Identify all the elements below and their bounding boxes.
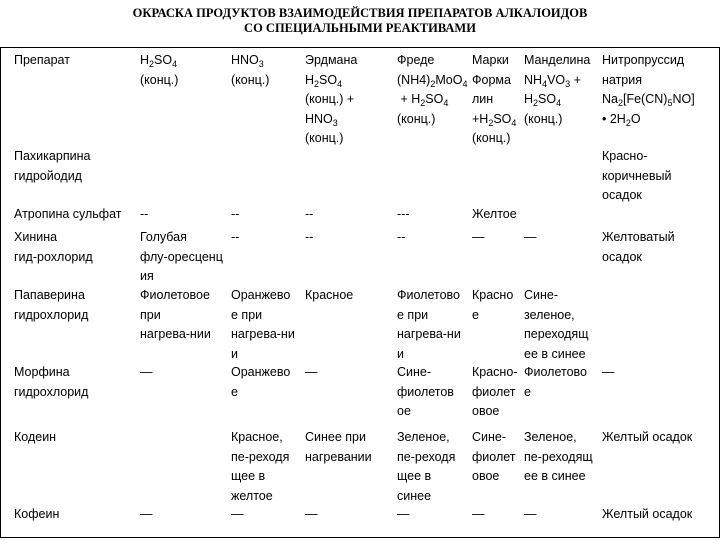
row-cell-4-1: — bbox=[140, 365, 153, 379]
row-cell-3-1: Фиолетовое при нагрева-нии bbox=[140, 288, 211, 341]
row-cell-4-7: — bbox=[602, 365, 615, 379]
row-name-5-0: Кодеин bbox=[14, 430, 57, 444]
header-col6: Манделина $NH_4VO_3$ + $H_2SO_4$ (конц.) bbox=[524, 53, 591, 126]
row-cell-4-4: Сине- фиолетов ое bbox=[397, 365, 454, 418]
row-name-1-0: Атропина сульфат bbox=[14, 207, 122, 221]
row-name-0-0: Пахикарпина гидройодид bbox=[14, 149, 91, 183]
row-cell-1-3: -- bbox=[305, 207, 314, 221]
row-cell-2-6: — bbox=[524, 230, 537, 244]
row-cell-2-2: -- bbox=[231, 230, 240, 244]
row-cell-6-4: — bbox=[397, 507, 410, 521]
row-cell-3-4: Фиолетово е при нагрева-ни и bbox=[397, 288, 461, 361]
header-col7: Нитропруссид натрия $Na_2[Fe(CN)_5NO]$ • $2H_2O$ bbox=[602, 53, 695, 128]
header-col4: Фреде $(NH4)_2MoO_4$ + $H_2SO_4$ (конц.) bbox=[397, 53, 468, 126]
row-cell-6-6: — bbox=[524, 507, 537, 521]
row-cell-5-3: Синее при нагревании bbox=[305, 430, 372, 464]
row-name-6-0: Кофеин bbox=[14, 507, 60, 521]
row-cell-4-6: Фиолетово е bbox=[524, 365, 587, 399]
row-cell-6-2: — bbox=[231, 507, 244, 521]
row-cell-3-5: Красно е bbox=[472, 288, 514, 322]
row-cell-5-5: Сине- фиолет овое bbox=[472, 430, 516, 483]
row-cell-6-3: — bbox=[305, 507, 318, 521]
row-cell-2-3: -- bbox=[305, 230, 314, 244]
header-col0: Препарат bbox=[14, 53, 70, 67]
row-cell-5-4: Зеленое, пе-реходя щее в синее bbox=[397, 430, 456, 503]
row-cell-5-6: Зеленое, пе-реходящ ее в синее bbox=[524, 430, 593, 483]
row-cell-4-2: Оранжево е bbox=[231, 365, 291, 399]
row-cell-3-3: Красное bbox=[305, 288, 354, 302]
row-cell-5-2: Красное, пе-реходя щее в желтое bbox=[231, 430, 290, 503]
row-cell-6-7: Желтый осадок bbox=[602, 507, 693, 521]
row-name-3-0: Папаверина гидрохлорид bbox=[14, 288, 89, 322]
row-cell-2-5: — bbox=[472, 230, 485, 244]
row-cell-1-2: -- bbox=[231, 207, 240, 221]
row-cell-1-1: -- bbox=[140, 207, 149, 221]
header-col3: Эрдмана $H_2SO_4$ (конц.) + $HNO_3$ (конц.) bbox=[305, 53, 358, 145]
row-cell-6-1: — bbox=[140, 507, 153, 521]
header-col2: $HNO_3$ (конц.) bbox=[231, 53, 270, 87]
row-cell-6-5: — bbox=[472, 507, 485, 521]
row-cell-3-2: Оранжево е при нагрева-ни и bbox=[231, 288, 295, 361]
header-col1: $H_2SO_4$ (конц.) bbox=[140, 53, 179, 87]
row-cell-3-6: Сине- зеленое, переходящ ее в синее bbox=[524, 288, 589, 361]
row-cell-1-4: --- bbox=[397, 207, 410, 221]
title-line-2: СО СПЕЦИАЛЬНЫМИ РЕАКТИВАМИ bbox=[244, 21, 476, 35]
row-cell-2-1: Голубая флу-оресценц ия bbox=[140, 230, 223, 283]
row-cell-5-7: Желтый осадок bbox=[602, 430, 693, 444]
row-name-4-0: Морфина гидрохлорид bbox=[14, 365, 89, 399]
row-cell-4-5: Красно- фиолет овое bbox=[472, 365, 518, 418]
row-cell-2-4: -- bbox=[397, 230, 406, 244]
row-cell-2-7: Желтоватый осадок bbox=[602, 230, 675, 264]
row-name-2-0: Хинина гид-рохлорид bbox=[14, 230, 93, 264]
title-line-1: ОКРАСКА ПРОДУКТОВ ВЗАИМОДЕЙСТВИЯ ПРЕПАРАТОВ АЛКАЛОИДОВ bbox=[132, 6, 588, 20]
row-cell-4-3: — bbox=[305, 365, 318, 379]
row-cell-1-5: Желтое bbox=[472, 207, 517, 221]
row-cell-0-7: Красно- коричневый осадок bbox=[602, 149, 672, 202]
header-col5: Марки Форма лин $+H_2SO_4$ (конц.) bbox=[472, 53, 517, 145]
